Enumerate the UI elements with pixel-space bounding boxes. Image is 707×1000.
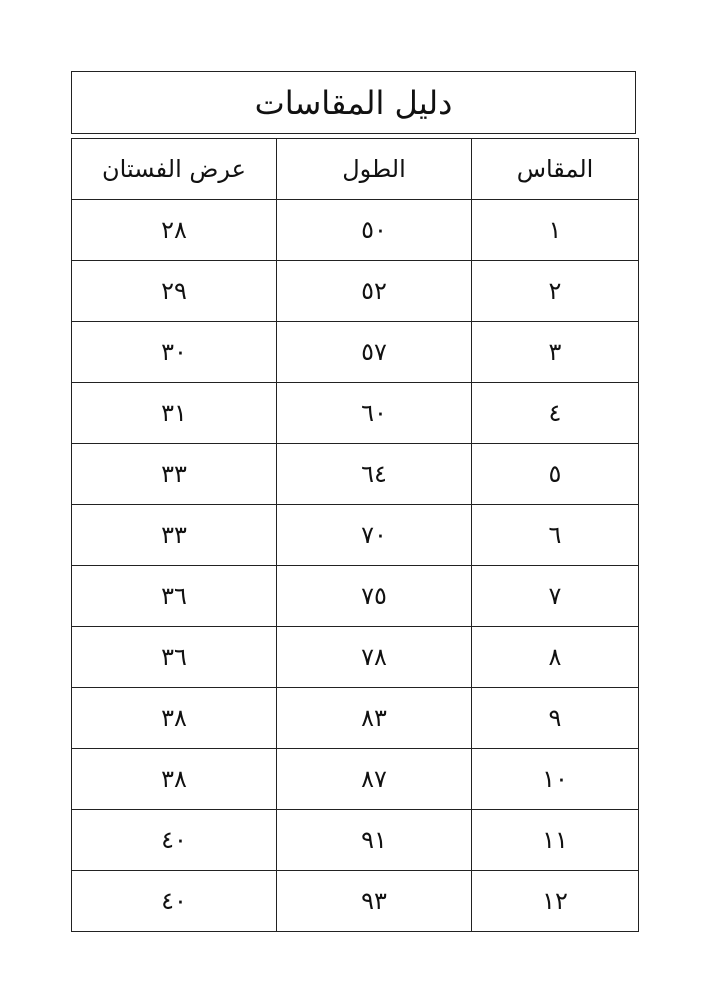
- cell-length: ٩١: [277, 810, 472, 871]
- cell-size: ٧: [472, 566, 639, 627]
- cell-length: ٥٠: [277, 200, 472, 261]
- size-guide-table: [71, 138, 639, 932]
- table-row: [72, 200, 639, 261]
- cell-length: ٦٤: [277, 444, 472, 505]
- table-row: [72, 566, 639, 627]
- cell-width: ٣٣: [72, 444, 277, 505]
- table-row: [72, 322, 639, 383]
- header-length: الطول: [277, 139, 472, 200]
- cell-length: ٥٧: [277, 322, 472, 383]
- table-row: [72, 505, 639, 566]
- cell-size: ١٢: [472, 871, 639, 932]
- table-row: [72, 627, 639, 688]
- table-row: [72, 871, 639, 932]
- cell-size: ٣: [472, 322, 639, 383]
- cell-length: ٨٧: [277, 749, 472, 810]
- cell-width: ٣٣: [72, 505, 277, 566]
- cell-length: ٩٣: [277, 871, 472, 932]
- cell-width: ٣٦: [72, 566, 277, 627]
- cell-width: ٣٠: [72, 322, 277, 383]
- cell-width: ٣٨: [72, 688, 277, 749]
- cell-length: ٧٥: [277, 566, 472, 627]
- cell-size: ٩: [472, 688, 639, 749]
- table-header-row: [72, 139, 639, 200]
- cell-width: ٣٦: [72, 627, 277, 688]
- table-row: [72, 688, 639, 749]
- cell-size: ٦: [472, 505, 639, 566]
- page-title: دليل المقاسات: [254, 83, 453, 122]
- cell-size: ٨: [472, 627, 639, 688]
- cell-length: ٨٣: [277, 688, 472, 749]
- cell-size: ٢: [472, 261, 639, 322]
- cell-width: ٤٠: [72, 810, 277, 871]
- cell-width: ٣٨: [72, 749, 277, 810]
- cell-width: ٣١: [72, 383, 277, 444]
- cell-size: ١: [472, 200, 639, 261]
- cell-width: ٢٩: [72, 261, 277, 322]
- cell-width: ٤٠: [72, 871, 277, 932]
- cell-size: ٥: [472, 444, 639, 505]
- cell-length: ٥٢: [277, 261, 472, 322]
- table-row: [72, 749, 639, 810]
- title-box: [71, 71, 636, 134]
- cell-size: ٤: [472, 383, 639, 444]
- table-row: [72, 261, 639, 322]
- table-row: [72, 810, 639, 871]
- table-body: [72, 200, 639, 932]
- cell-size: ١٠: [472, 749, 639, 810]
- cell-width: ٢٨: [72, 200, 277, 261]
- cell-length: ٦٠: [277, 383, 472, 444]
- cell-size: ١١: [472, 810, 639, 871]
- header-size: المقاس: [472, 139, 639, 200]
- table-row: [72, 444, 639, 505]
- table-row: [72, 383, 639, 444]
- cell-length: ٧٠: [277, 505, 472, 566]
- cell-length: ٧٨: [277, 627, 472, 688]
- header-width: عرض الفستان: [72, 139, 277, 200]
